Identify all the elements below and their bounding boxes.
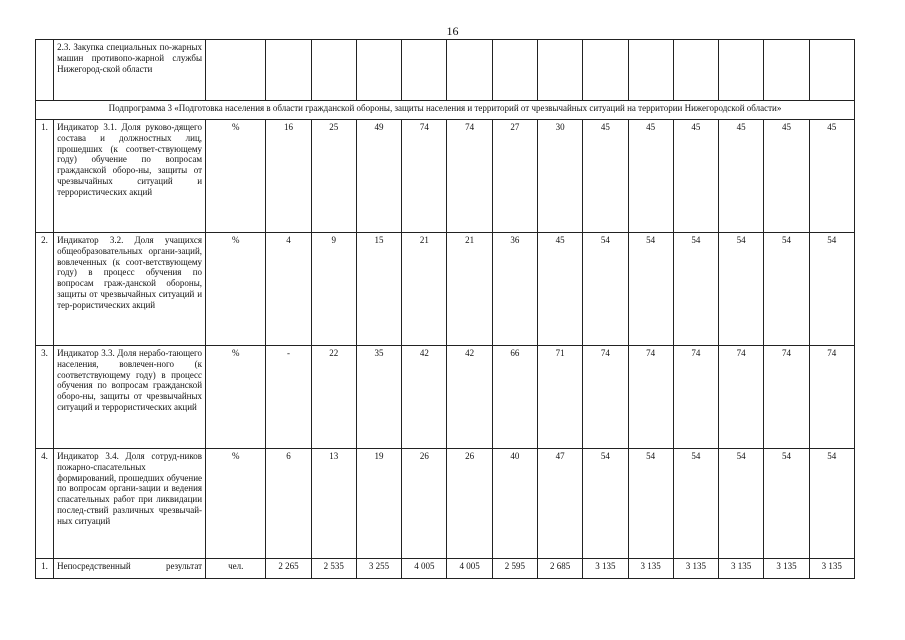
value-cell: 54 — [628, 233, 673, 346]
value-cell — [628, 40, 673, 101]
value-cell: 54 — [764, 233, 809, 346]
value-cell — [492, 40, 537, 101]
value-cell: 2 265 — [266, 559, 311, 579]
value-cell: 54 — [628, 449, 673, 559]
value-cell: 45 — [809, 120, 854, 233]
value-cell: 2 535 — [311, 559, 356, 579]
row-name-cell: 2.3. Закупка специальных по-жарных машин противопо-жарной службы Нижегород-ской области — [54, 40, 206, 101]
value-cell: 27 — [492, 120, 537, 233]
value-cell: 66 — [492, 346, 537, 449]
value-cell — [356, 40, 401, 101]
indicator-name-cell — [54, 449, 206, 559]
value-cell: 54 — [673, 233, 718, 346]
indicator-row-1 — [36, 120, 855, 233]
row-number-cell: 2. — [36, 233, 54, 346]
value-cell: 3 135 — [628, 559, 673, 579]
result-name-word-2: результат — [165, 561, 203, 571]
value-cell: 42 — [447, 346, 492, 449]
unit-cell — [206, 40, 266, 101]
value-cell: 49 — [356, 120, 401, 233]
value-cell — [311, 40, 356, 101]
value-cell: 21 — [447, 233, 492, 346]
row-number-cell — [36, 40, 54, 101]
value-cell: 30 — [537, 120, 582, 233]
value-cell: 74 — [673, 346, 718, 449]
value-cell: 45 — [537, 233, 582, 346]
row-number-cell: 4. — [36, 449, 54, 559]
value-cell: 4 005 — [447, 559, 492, 579]
value-cell: 54 — [673, 449, 718, 559]
value-cell: 3 135 — [809, 559, 854, 579]
value-cell: 45 — [764, 120, 809, 233]
value-cell: 35 — [356, 346, 401, 449]
value-cell: 4 005 — [402, 559, 447, 579]
value-cell: 22 — [311, 346, 356, 449]
value-cell — [809, 40, 854, 101]
value-cell: 74 — [628, 346, 673, 449]
value-cell — [719, 40, 764, 101]
indicator-name-text: Индикатор 3.2. Доля учащихся общеобразовательных органи-заций, вовлеченных (к соот-ветствующему году) в процесс обучения по вопросам граж-данской обороны, защиты от чрезвычайных ситуаций и тер-рористических акций — [57, 235, 203, 310]
table-row-2-3 — [36, 40, 855, 101]
unit-cell: чел. — [206, 559, 266, 579]
subprogram-header-row — [36, 101, 855, 120]
subprogram-title: Подпрограмма 3 «Подготовка населения в области гражданской обороны, защиты населения и территорий от чрезвычайных ситуаций на территории Нижегородской области» — [36, 101, 855, 120]
value-cell: 3 135 — [719, 559, 764, 579]
value-cell: 54 — [764, 449, 809, 559]
value-cell: 74 — [583, 346, 628, 449]
value-cell: 74 — [402, 120, 447, 233]
result-row — [36, 559, 855, 579]
value-cell: 3 135 — [673, 559, 718, 579]
indicators-table — [35, 39, 855, 579]
value-cell: 2 685 — [537, 559, 582, 579]
value-cell — [266, 40, 311, 101]
value-cell: 25 — [311, 120, 356, 233]
indicator-name-text: Индикатор 3.3. Доля нерабо-тающего населения, вовлечен-ного (к соответствующему году) в процесс обучения по вопросам гражданской оборо-ны, защиты от чрезвычайных ситуаций и террористических акций — [57, 348, 203, 412]
value-cell — [447, 40, 492, 101]
value-cell: 4 — [266, 233, 311, 346]
value-cell: 54 — [809, 449, 854, 559]
indicator-row-4 — [36, 449, 855, 559]
value-cell: 9 — [311, 233, 356, 346]
value-cell: 45 — [628, 120, 673, 233]
value-cell: 45 — [583, 120, 628, 233]
value-cell: 13 — [311, 449, 356, 559]
value-cell: 54 — [583, 449, 628, 559]
value-cell: 45 — [719, 120, 764, 233]
value-cell: 71 — [537, 346, 582, 449]
unit-cell: % — [206, 449, 266, 559]
row-number-cell: 3. — [36, 346, 54, 449]
result-name-word-1: Непосредственный — [57, 561, 131, 571]
value-cell: 47 — [537, 449, 582, 559]
value-cell: 74 — [809, 346, 854, 449]
value-cell: 54 — [809, 233, 854, 346]
value-cell: 16 — [266, 120, 311, 233]
unit-cell: % — [206, 120, 266, 233]
value-cell — [402, 40, 447, 101]
indicator-name-text: Индикатор 3.1. Доля руково-дящего состава и должностных лиц, прошедших (к соответ-ствующему году) обучение по вопросам гражданской оборо-ны, защиты от чрезвычайных ситуаций и террористических акций — [57, 122, 203, 197]
indicator-row-2 — [36, 233, 855, 346]
row-number-cell: 1. — [36, 559, 54, 579]
value-cell: 15 — [356, 233, 401, 346]
value-cell — [583, 40, 628, 101]
value-cell — [537, 40, 582, 101]
value-cell — [673, 40, 718, 101]
value-cell: 26 — [402, 449, 447, 559]
value-cell: 3 255 — [356, 559, 401, 579]
indicator-row-3 — [36, 346, 855, 449]
value-cell: 36 — [492, 233, 537, 346]
value-cell: 21 — [402, 233, 447, 346]
indicator-name-text: Индикатор 3.4. Доля сотруд-ников пожарно-спасательных формирований, прошедших обучение по вопросам органи-зации и ведения спасательных работ при ликвидации послед-ствий различных чрезвычай-ных ситуаций — [57, 451, 203, 526]
page-number: 16 — [446, 24, 459, 38]
value-cell: 74 — [719, 346, 764, 449]
value-cell: 3 135 — [764, 559, 809, 579]
value-cell: 26 — [447, 449, 492, 559]
value-cell: 40 — [492, 449, 537, 559]
value-cell: 45 — [673, 120, 718, 233]
value-cell: - — [266, 346, 311, 449]
unit-cell: % — [206, 346, 266, 449]
value-cell: 6 — [266, 449, 311, 559]
indicator-name-cell — [54, 346, 206, 449]
value-cell: 54 — [583, 233, 628, 346]
indicator-name-cell — [54, 233, 206, 346]
unit-cell: % — [206, 233, 266, 346]
value-cell: 19 — [356, 449, 401, 559]
value-cell: 2 595 — [492, 559, 537, 579]
value-cell: 42 — [402, 346, 447, 449]
row-number-cell: 1. — [36, 120, 54, 233]
value-cell: 74 — [447, 120, 492, 233]
result-name-cell — [54, 559, 206, 579]
indicator-name-cell — [54, 120, 206, 233]
value-cell: 3 135 — [583, 559, 628, 579]
value-cell: 74 — [764, 346, 809, 449]
value-cell: 54 — [719, 449, 764, 559]
value-cell — [764, 40, 809, 101]
value-cell: 54 — [719, 233, 764, 346]
